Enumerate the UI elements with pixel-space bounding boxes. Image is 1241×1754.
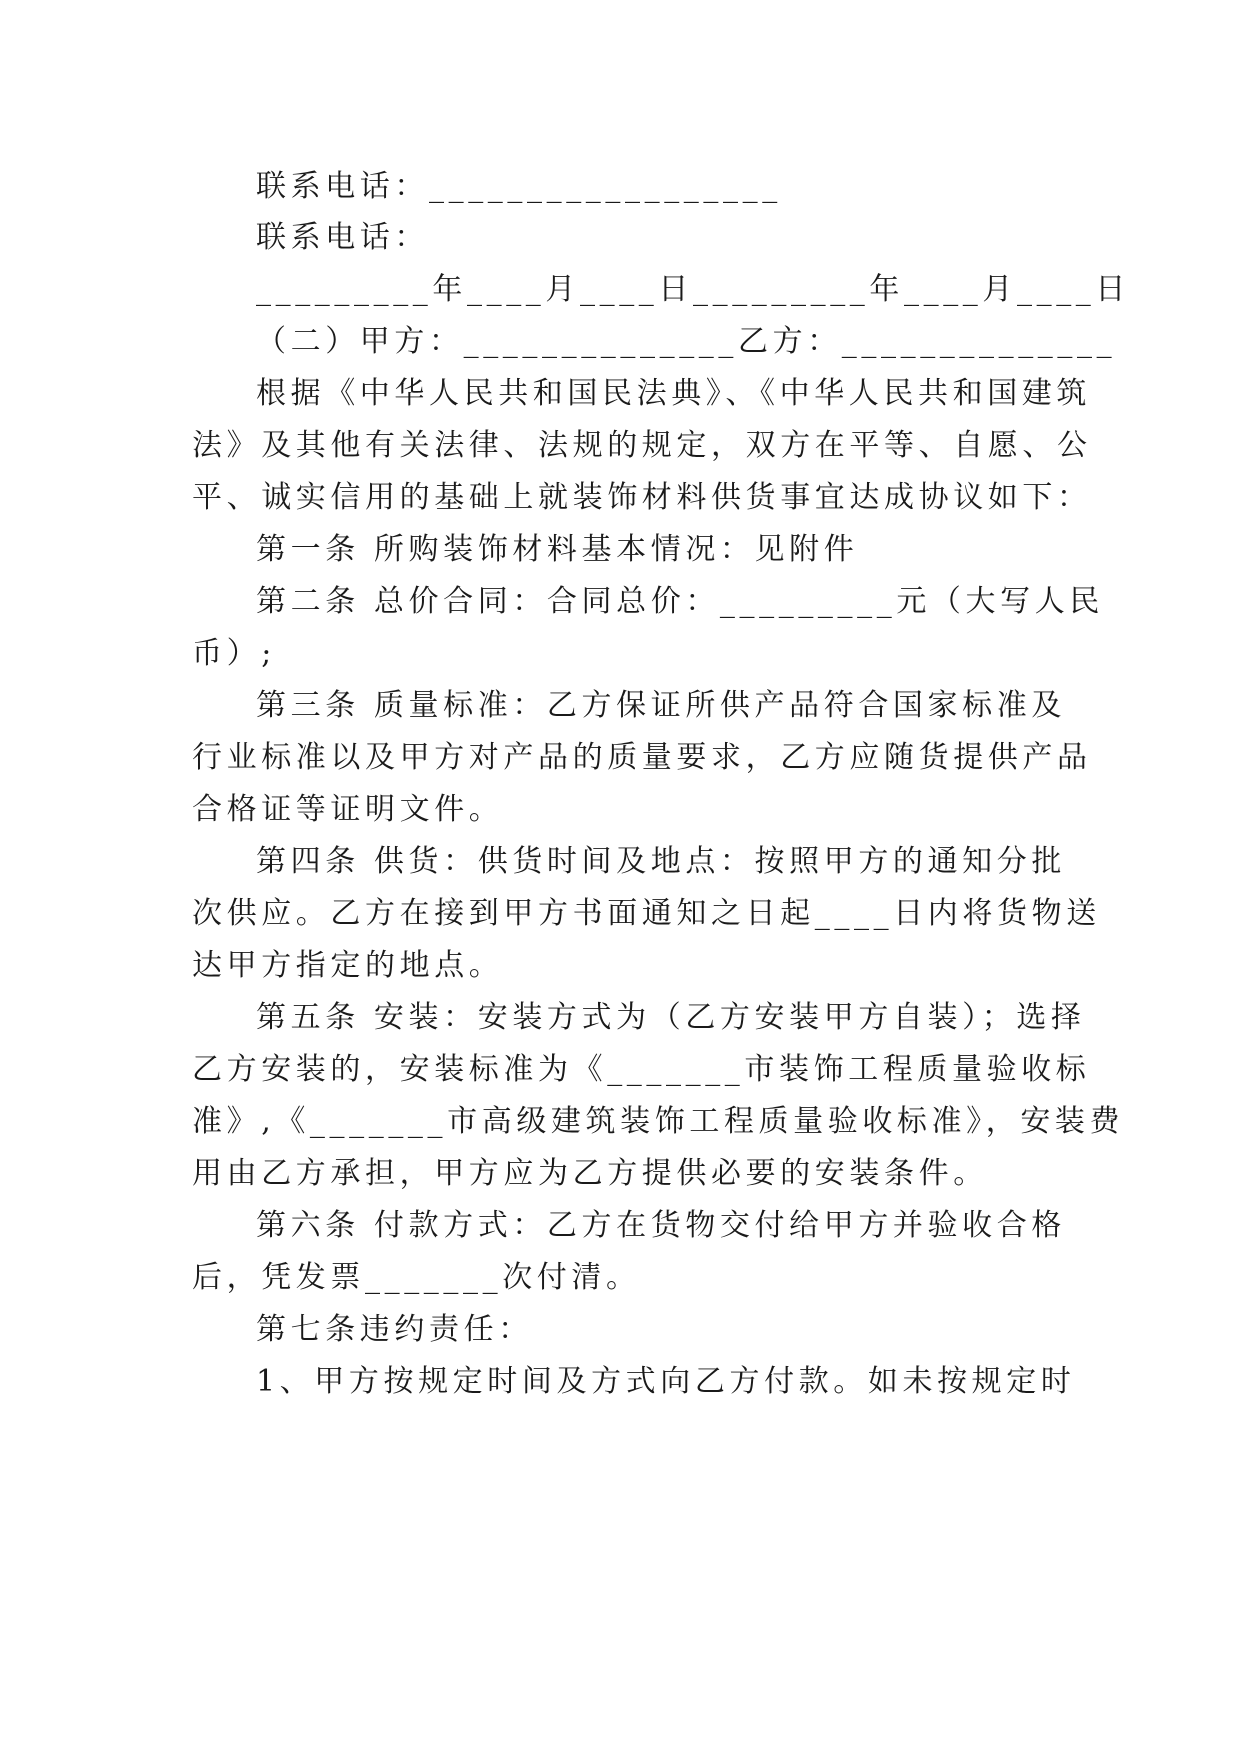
article-2-line: 第二条 总价合同：合同总价：_________元（大写人民 (256, 584, 1104, 619)
paragraph-line: 用由乙方承担，甲方应为乙方提供必要的安装条件。 (192, 1156, 988, 1191)
clause-1-line: 1、甲方按规定时间及方式向乙方付款。如未按规定时 (256, 1364, 1076, 1399)
article-4-line: 第四条 供货：供货时间及地点：按照甲方的通知分批 (256, 844, 1066, 879)
paragraph-line: 准》,《_______市高级建筑装饰工程质量验收标准》，安装费 (192, 1104, 1125, 1139)
article-1-line: 第一条 所购装饰材料基本情况：见附件 (256, 532, 859, 567)
date-line: _________年____月____日_________年____月____日 (256, 272, 1130, 307)
paragraph-line: 后，凭发票_______次付清。 (192, 1260, 641, 1295)
article-7-line: 第七条违约责任： (256, 1312, 533, 1347)
paragraph-line: 达甲方指定的地点。 (192, 948, 504, 983)
article-5-line: 第五条 安装：安装方式为（乙方安装甲方自装）；选择 (256, 1000, 1086, 1035)
article-6-line: 第六条 付款方式：乙方在货物交付给甲方并验收合格 (256, 1208, 1066, 1243)
paragraph-line: 行业标准以及甲方对产品的质量要求，乙方应随货提供产品 (192, 740, 1092, 775)
contact-phone-line-1: 联系电话：__________________ (256, 169, 782, 204)
contact-phone-line-2: 联系电话： (256, 220, 429, 255)
paragraph-line: 币）; (192, 636, 276, 671)
paragraph-line: 根据《中华人民共和国民法典》、《中华人民共和国建筑 (256, 376, 1091, 411)
paragraph-line: 次供应。乙方在接到甲方书面通知之日起____日内将货物送 (192, 896, 1101, 931)
parties-line: （二）甲方：______________乙方：______________ (256, 324, 1117, 359)
paragraph-line: 乙方安装的，安装标准为《_______市装饰工程质量验收标 (192, 1052, 1091, 1087)
paragraph-line: 合格证等证明文件。 (192, 792, 504, 827)
article-3-line: 第三条 质量标准：乙方保证所供产品符合国家标准及 (256, 688, 1066, 723)
paragraph-line: 法》及其他有关法律、法规的规定，双方在平等、自愿、公 (192, 428, 1092, 463)
paragraph-line: 平、诚实信用的基础上就装饰材料供货事宜达成协议如下： (192, 480, 1092, 515)
